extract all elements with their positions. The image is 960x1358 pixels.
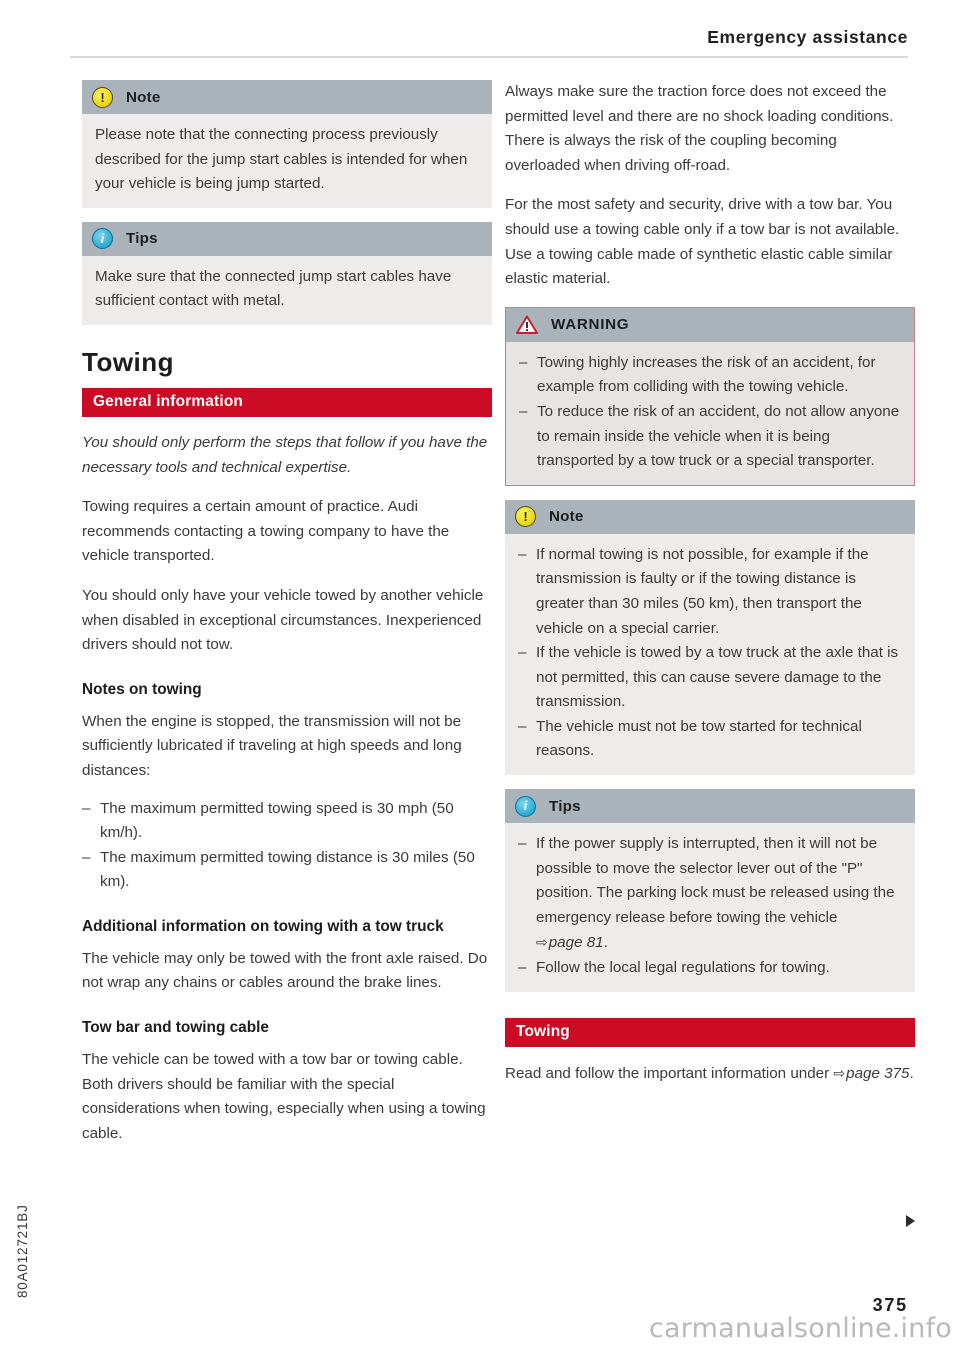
note-callout-label: Note (549, 508, 584, 526)
warning-triangle-icon (516, 315, 538, 334)
banner-towing: Towing (505, 1018, 915, 1047)
document-code: 80A012721BJ (15, 1204, 30, 1298)
note-callout-header (82, 80, 492, 114)
tips-item-tail: . (603, 934, 608, 952)
subheading-notes-on-towing: Notes on towing (82, 680, 202, 698)
note-callout (82, 80, 492, 208)
arrow-right-icon: ⇨ (536, 934, 548, 951)
header-divider (70, 56, 908, 58)
note-icon: ! (515, 506, 536, 527)
tips-icon: i (515, 796, 536, 817)
paragraph-tow-bar-cable: The vehicle can be towed with a tow bar or towing cable. Both drivers should be familiar with the special considerations when towing, especially when using a towing cable. (82, 1051, 486, 1142)
tips-callout-label: Tips (549, 797, 581, 815)
watermark: carmanualsonline.info (649, 1313, 952, 1344)
arrow-right-icon: ⇨ (833, 1064, 846, 1081)
section-heading-towing: Towing (82, 346, 175, 377)
warning-callout (505, 307, 915, 486)
paragraph-front-axle: The vehicle may only be towed with the front axle raised. Do not wrap any chains or cables around the brake lines. (82, 949, 488, 992)
warning-list (519, 351, 900, 474)
closing-text: Read and follow the important information under (505, 1064, 834, 1082)
note-callout-text: Please note that the connecting process previously described for the jump start cables is intended for when your vehicle is being jump started. (95, 126, 468, 193)
warning-callout-body (506, 342, 914, 485)
tips-callout (505, 789, 915, 992)
note-callout (505, 500, 915, 775)
intro-italic-paragraph: You should only perform the steps that follow if you have the necessary tools and technical expertise. (82, 433, 488, 476)
tips-list (518, 832, 901, 981)
warning-callout-header (506, 308, 914, 342)
note-callout-body (505, 534, 915, 775)
subheading-tow-bar-cable: Tow bar and towing cable (82, 1019, 269, 1037)
tips-callout-body (505, 823, 915, 992)
paragraph-traction-force: Always make sure the traction force does not exceed the permitted level and there are no shock loading conditions. There is always the risk of the coupling becoming overloaded when driving off-road. (505, 83, 894, 174)
right-column (505, 80, 915, 1101)
subheading-tow-truck: Additional information on towing with a tow truck (82, 917, 444, 935)
list-item: – The maximum permitted towing speed is 30 mph (50 km/h). (82, 797, 492, 846)
tips-callout-body (82, 256, 492, 325)
page-reference-link[interactable] (536, 934, 604, 951)
tips-callout-header (505, 789, 915, 823)
list-item: – Towing highly increases the risk of an accident, for example from colliding with the towing vehicle. (519, 351, 900, 400)
note-callout-header (505, 500, 915, 534)
paragraph-closing-reference (505, 1061, 915, 1087)
page-reference-label: page 375 (846, 1064, 910, 1082)
warning-callout-label: WARNING (551, 316, 630, 334)
paragraph-engine-stopped: When the engine is stopped, the transmission will not be sufficiently lubricated if traveling at high speeds and long distances: (82, 712, 462, 779)
page-header (70, 26, 908, 58)
list-item: – Follow the local legal regulations for towing. (518, 956, 901, 981)
continue-arrow-icon (906, 1215, 915, 1227)
paragraph-towing-practice: Towing requires a certain amount of practice. Audi recommends contacting a towing company to have the vehicle transported. (82, 498, 450, 565)
list-item: – The maximum permitted towing distance is 30 miles (50 km). (82, 846, 492, 895)
tips-icon: i (92, 228, 113, 249)
page-reference-link[interactable] (833, 1065, 909, 1082)
note-icon: ! (92, 87, 113, 108)
towing-limits-list (82, 797, 492, 895)
paragraph-towed-by-another: You should only have your vehicle towed by another vehicle when disabled in exceptional circumstances. Inexperienced drivers should not tow. (82, 586, 484, 654)
tips-callout-text: Make sure that the connected jump start cables have sufficient contact with metal. (95, 267, 452, 310)
tips-item-text: If the power supply is interrupted, then it will not be possible to move the selector lever out of the "P" position. The parking lock must be released using the emergency release before towing the vehicle (536, 835, 895, 926)
paragraph-safety-security: For the most safety and security, drive with a tow bar. You should use a towing cable only if a tow bar is not available. Use a towing cable made of synthetic elastic cable similar elastic material. (505, 196, 900, 288)
note-callout-label: Note (126, 88, 161, 106)
banner-general-information: General information (82, 388, 492, 417)
note-list (518, 543, 901, 764)
closing-tail: . (909, 1064, 914, 1082)
list-item: – If the vehicle is towed by a tow truck at the axle that is not permitted, this can cause severe damage to the transmission. (518, 641, 901, 715)
list-item: – The vehicle must not be tow started for technical reasons. (518, 715, 901, 764)
tips-callout (82, 222, 492, 325)
list-item: – If normal towing is not possible, for example if the transmission is faulty or if the towing distance is greater than 30 miles (50 km), then transport the vehicle on a special carrier. (518, 543, 901, 641)
page-number: 375 (872, 1295, 908, 1315)
list-item (518, 832, 901, 956)
page-title: Emergency assistance (707, 27, 908, 47)
tips-callout-header (82, 222, 492, 256)
note-callout-body (82, 114, 492, 208)
left-column (82, 80, 492, 1161)
tips-callout-label: Tips (126, 230, 158, 248)
page-reference-label: page 81 (548, 934, 604, 952)
list-item: – To reduce the risk of an accident, do not allow anyone to remain inside the vehicle when it is being transported by a tow truck or a special transporter. (519, 400, 900, 474)
